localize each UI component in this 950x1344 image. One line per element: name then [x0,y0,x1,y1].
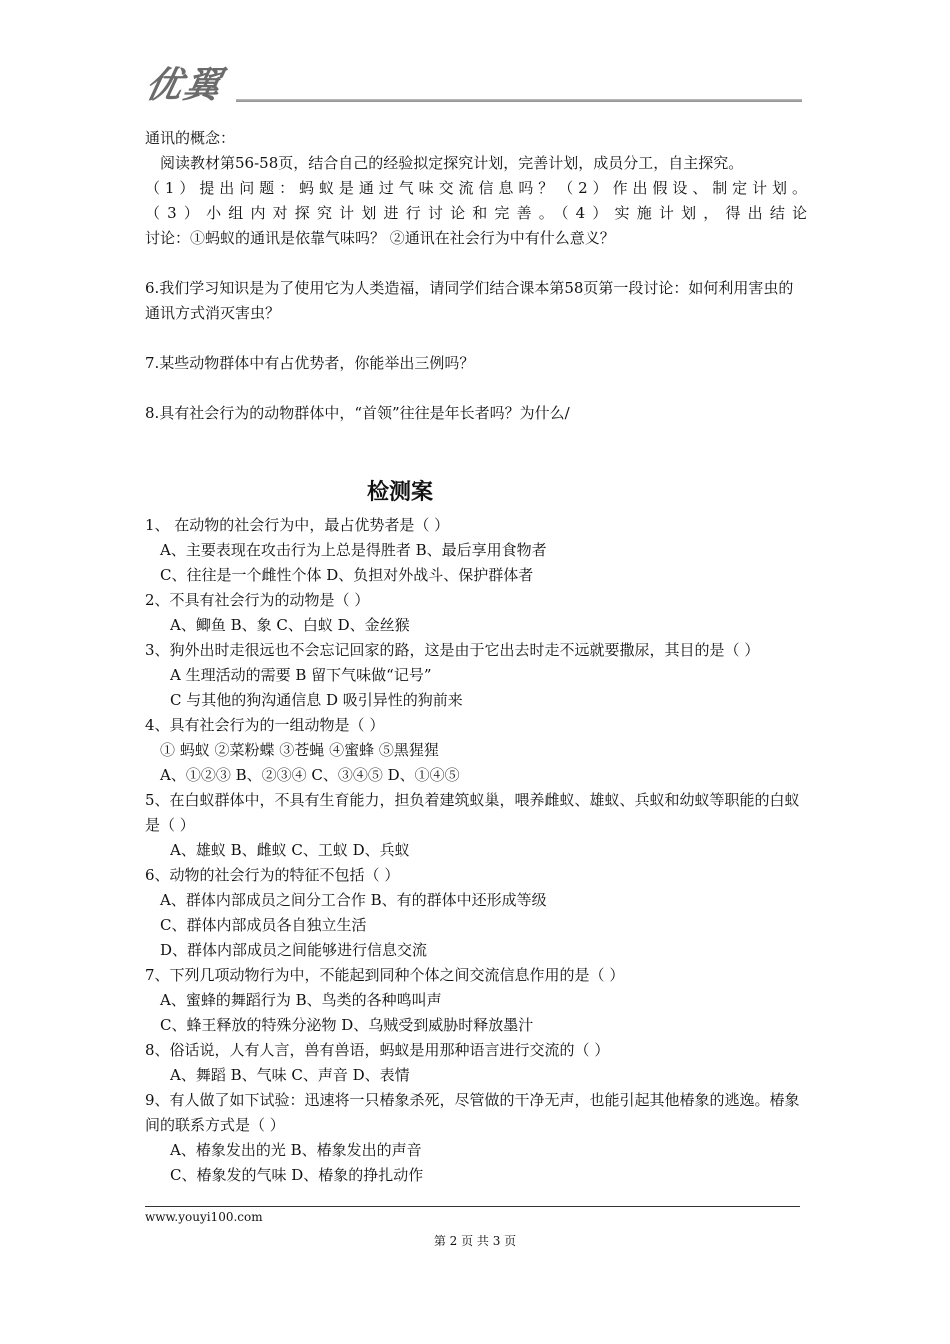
inquiry-steps-line-1: （1）提出问题：蚂蚁是通过气味交流信息吗？（2）作出假设、制定计划。 [145,179,807,197]
test-question: 6、动物的社会行为的特征不包括（ ） [145,866,400,884]
test-option-line: A、群体内部成员之间分工合作 B、有的群体中还形成等级 [160,891,547,909]
test-option-line: A、蜜蜂的舞蹈行为 B、鸟类的各种鸣叫声 [160,991,442,1009]
test-item-1 [145,513,807,588]
test-section-title: 检测案 [366,480,433,505]
test-item-5 [145,788,807,863]
test-option-line: C 与其他的狗沟通信息 D 吸引异性的狗前来 [170,691,463,709]
test-option-line: D、群体内部成员之间能够进行信息交流 [160,941,428,959]
test-question: 4、具有社会行为的一组动物是（ ） [145,716,385,734]
test-option-line: ① 蚂蚁 ②菜粉蝶 ③苍蝇 ④蜜蜂 ⑤黑猩猩 [160,741,439,759]
test-item-7 [145,963,807,1038]
test-item-2 [145,588,807,638]
test-item-9 [145,1088,807,1188]
header-divider [236,99,802,102]
test-option-line: A、椿象发出的光 B、椿象发出的声音 [170,1141,422,1159]
question-6: 6.我们学习知识是为了使用它为人类造福，请同学们结合课本第58页第一段讨论：如何利用害虫的通讯方式消灭害虫？ [145,279,794,322]
footer-url[interactable]: www.youyi100.com [145,1210,263,1224]
question-7: 7.某些动物群体中有占优势者，你能举出三例吗？ [145,354,475,372]
document-body [145,126,807,1188]
test-question: 5、在白蚁群体中，不具有生育能力，担负着建筑蚁巢，喂养雌蚁、雄蚁、兵蚁和幼蚁等职能的白蚁是（ ） [145,791,800,834]
test-item-6 [145,863,807,963]
test-item-8 [145,1038,807,1088]
test-question: 9、有人做了如下试验：迅速将一只椿象杀死，尽管做的干净无声，也能引起其他椿象的逃逸。椿象间的联系方式是（ ） [145,1091,800,1134]
test-option-line: C、往往是一个雌性个体 D、负担对外战斗、保护群体者 [160,566,534,584]
test-option-line: A、鲫鱼 B、象 C、白蚁 D、金丝猴 [170,616,410,634]
page-number: 第 2 页 共 3 页 [433,1234,517,1248]
brand-logo: 优翼 [141,65,227,106]
test-option-line: C、椿象发的气味 D、椿象的挣扎动作 [170,1166,424,1184]
test-question: 2、不具有社会行为的动物是（ ） [145,591,370,609]
inquiry-steps-line-2: （3）小组内对探究计划进行讨论和完善。（4）实施计划，得出结论 [145,204,807,222]
footer-divider [145,1206,800,1207]
discussion-questions: 讨论：①蚂蚁的通讯是依靠气味吗？ ②通讯在社会行为中有什么意义？ [145,229,615,247]
test-option-line: A、①②③ B、②③④ C、③④⑤ D、①④⑤ [160,766,460,784]
question-8: 8.具有社会行为的动物群体中，“首领”往往是年长者吗？为什么/ [145,404,570,422]
test-option-line: A、主要表现在攻击行为上总是得胜者 B、最后享用食物者 [160,541,547,559]
test-option-line: A、舞蹈 B、气味 C、声音 D、表情 [170,1066,410,1084]
read-instruction: 阅读教材第56-58页，结合自己的经验拟定探究计划，完善计划，成员分工，自主探究。 [160,154,744,172]
test-question: 8、俗话说，人有人言，兽有兽语，蚂蚁是用那种语言进行交流的（ ） [145,1041,610,1059]
test-option-line: A、雄蚁 B、雌蚁 C、工蚁 D、兵蚁 [170,841,410,859]
concept-label: 通讯的概念： [145,129,236,147]
test-item-4 [145,713,807,788]
test-option-line: C、群体内部成员各自独立生活 [160,916,367,934]
test-option-line: A 生理活动的需要 B 留下气味做“记号” [170,666,432,684]
test-question: 1、 在动物的社会行为中，最占优势者是（ ） [145,516,450,534]
test-item-3 [145,638,807,713]
test-option-line: C、蜂王释放的特殊分泌物 D、乌贼受到威胁时释放墨汁 [160,1016,534,1034]
test-question: 7、下列几项动物行为中，不能起到同种个体之间交流信息作用的是（ ） [145,966,625,984]
test-question: 3、狗外出时走很远也不会忘记回家的路，这是由于它出去时走不远就要撒尿，其目的是（ ） [145,641,760,659]
